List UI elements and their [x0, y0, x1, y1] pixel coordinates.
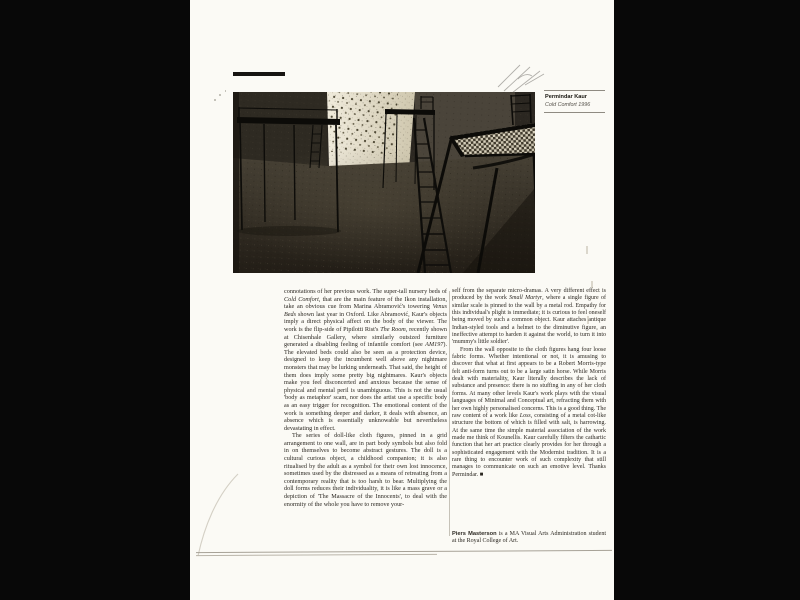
dust-speck — [225, 90, 226, 92]
photo-caption — [544, 90, 605, 113]
column-divider-rule — [449, 291, 450, 536]
pencil-mark — [586, 246, 588, 254]
article-column-right — [452, 288, 606, 479]
article-column-left — [284, 288, 447, 508]
pencil-mark — [591, 281, 593, 288]
paragraph: connotations of her previous work. The super-tall nursery beds of Cold Comfort, that are the main feature of the Ikon installation, take an obvious cue from Marina Abramović's towering Venus Beds shown last year in Oxford. Like Abramović, Kaur's objects imply a direct physical affect on the body of the viewer. The work is the flip-side of Pipilotti Rist's The Room, recently shown at Chisenhale Gallery, where similarly outsized furniture generated a disabling feeling of infantile comfort (see AM197). The elevated beds could also be seen as a protection device, designed to keep the incumbent well above any nightmare monsters that may be lurking underneath. That said, the height of them does imply some pretty big nightmares. Kaur's objects make you feel disconcerted and anxious because the sense of physical and mental peril is unambiguous. This is not the usual 'body as metaphor' scam, nor does the artist use a specific body as an easy trigger for recognition. The emotional content of the work is something deeper and darker, it deals with absence, an absence which is essentially unknowable but nevertheless devastating in effect. — [284, 288, 447, 432]
scan-margin-right — [614, 0, 800, 600]
page-bottom-edge-secondary — [196, 554, 437, 556]
caption-work-title: Cold Comfort 1996 — [545, 101, 591, 108]
dust-speck — [219, 94, 221, 96]
installation-photograph — [233, 92, 535, 273]
caption-artist-name: Permindar Kaur — [545, 94, 587, 100]
dust-speck — [214, 99, 216, 101]
pencil-curve-mark — [190, 468, 245, 560]
page-bottom-edge — [196, 550, 612, 556]
scan-margin-left — [0, 0, 190, 600]
paragraph: The series of doll-like cloth figures, pinned in a grid arrangement to one wall, are in part body symbols but also fold in on themselves to become abstract gestures. The doll is a cultural curious object, a childhood companion; it is also ritualised by the adult as a symbol for their own lost innocence, sometimes used by the distressed as a means of retreating from a contemporary reality that is too harsh to bear. Multiplying the doll forms reduces their individuality, it is like a mass grave or a depiction of 'The Massacre of the Innocents', to deal with the enormity of the whole you have to remove your- — [284, 432, 447, 508]
paragraph: self from the separate micro-dramas. A very different effect is produced by the work Small Martyr, where a single figure of similar scale is pinned to the wall by a metal rod. Empathy for this individual's plight is immediate; it is curious to feel oneself being moved by such a common object. Kaur attaches antique Indian-styled tools and a helmet to the diminutive figure, an ineffective attempt to harden it against the world, to turn it into 'mummy's little soldier'. — [452, 288, 606, 346]
registration-rule — [233, 72, 285, 76]
author-bio: Piers Masterson is a MA Visual Arts Administration student at the Royal College of Art. — [452, 531, 606, 545]
paragraph: From the wall opposite to the cloth figures hang four loose fabric forms. Whether intentional or not, it is amusing to discover that what at first appears to be a Robert Morris-type felt anti-form turns out to be a large satin horse. While Morris dealt with materiality, Kaur literally describes the lack of substance and presence: there is no stuffing in any of her cloth forms. At many other levels Kaur's work plays with the visual languages of Minimal and Conceptual art, refracting them with her own highly personalised concerns. This is a good thing. The raw content of a work like Loss, consisting of a metal cot-like structure the bottom of which is filled with salt, is harrowing. At the same time the simple material association of the work made me think of Kounellis. Kaur carefully filters the cathartic function that her art practice clearly provides for her through a sophisticated engagement with the Modernist tradition. It is a rare thing to encounter work of such complexity that still manages to communicate on such an emotive level. Thanks Permindar. ■ — [452, 346, 606, 478]
